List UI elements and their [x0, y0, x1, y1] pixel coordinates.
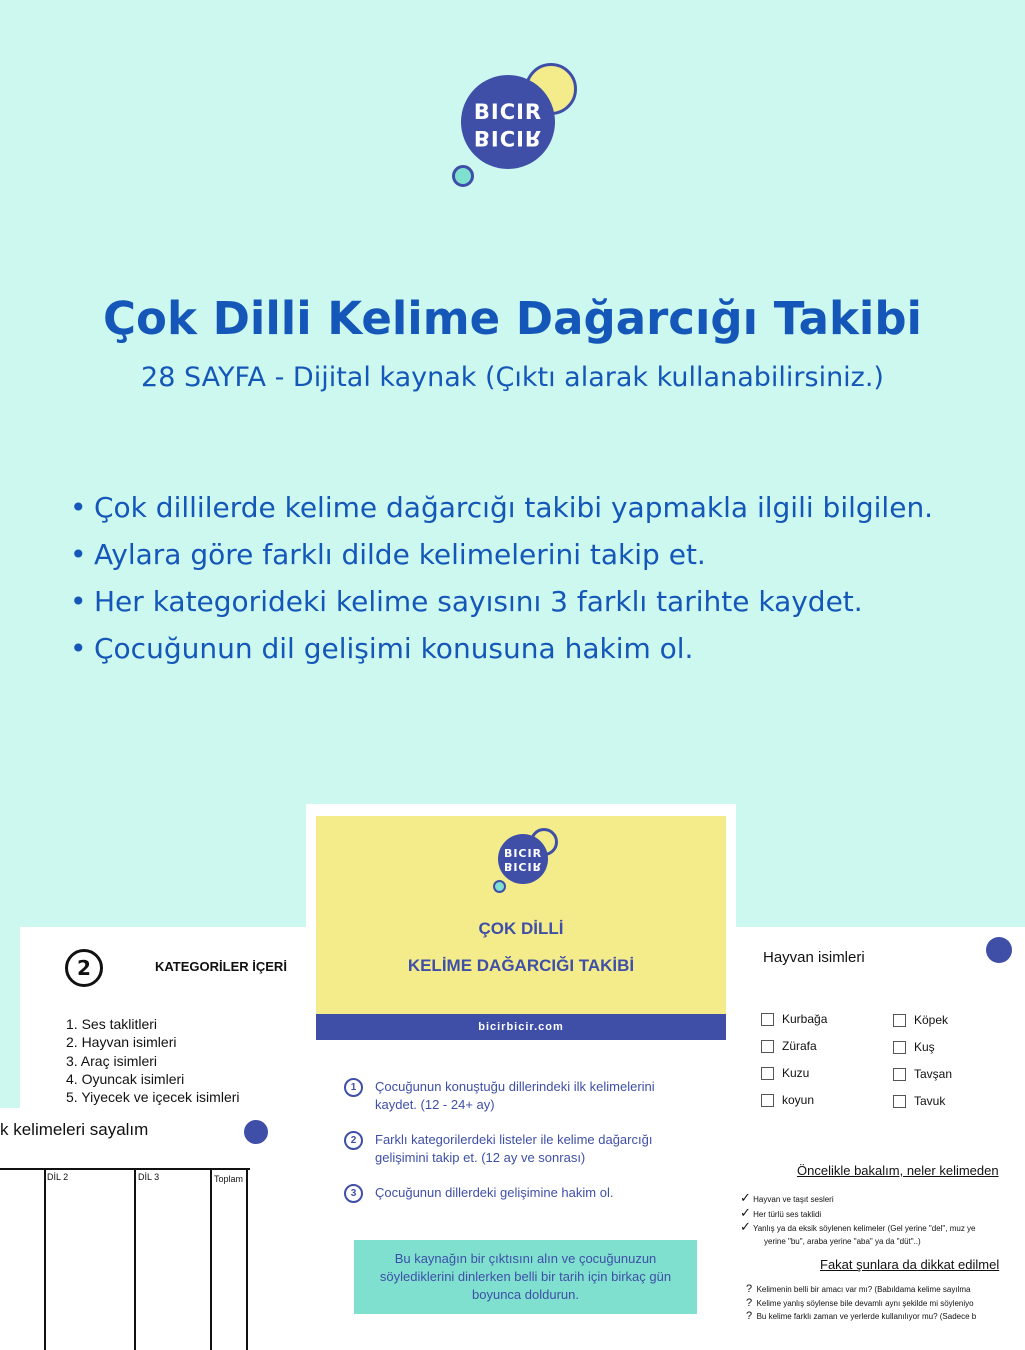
animal-names-heading: Hayvan isimleri [763, 949, 865, 966]
animal-checkbox[interactable] [761, 1066, 809, 1080]
table-cell [0, 1220, 92, 1272]
check-item: ✓ Her türlü ses taklidi [740, 1204, 822, 1220]
checkbox-label: Zürafa [782, 1039, 817, 1053]
cover-site-url: bicirbicir.com [316, 1014, 726, 1040]
logo-text-top: BICIR [473, 100, 543, 124]
table-cell [0, 1272, 78, 1324]
animal-checkbox[interactable] [893, 1040, 935, 1054]
animal-checkbox[interactable] [761, 1093, 814, 1107]
question-icon: ? [746, 1310, 753, 1322]
col-header-dil3: DİL 3 [138, 1172, 160, 1182]
mini-logo [242, 1116, 272, 1146]
check-item: ✓ Hayvan ve taşıt sesleri [740, 1190, 834, 1205]
checkbox-label: Tavşan [914, 1067, 953, 1081]
logo-text-bottom: BICIR [503, 860, 543, 873]
page-title: Çok Dilli Kelime Dağarcığı Takibi [103, 292, 922, 345]
animal-checkbox[interactable] [893, 1094, 945, 1108]
animal-checkbox[interactable] [761, 1039, 817, 1053]
cover-logo [494, 826, 564, 896]
cover-step [344, 1078, 695, 1114]
cover-note: Bu kaynağın bir çıktısını alın ve çocuğunuzun söylediklerini dinlerken belli bir tarih için birkaç gün boyunca doldurun. [354, 1240, 697, 1314]
page-subtitle: 28 SAYFA - Dijital kaynak (Çıktı alarak kullanabilirsiniz.) [141, 362, 884, 393]
question-icon: ? [746, 1283, 753, 1295]
checkbox-box[interactable] [761, 1067, 774, 1080]
question-item: ? Kelimenin belli bir amacı var mı? (Babıldama kelime sayılma [746, 1283, 971, 1295]
logo-teal-circle [452, 165, 474, 187]
checkmark-icon: ✓ [740, 1204, 751, 1220]
checkmark-icon: ✓ [740, 1190, 751, 1205]
logo-main-circle [244, 1120, 268, 1144]
table-cell [0, 1324, 38, 1350]
brand-logo [450, 60, 580, 190]
animal-checkbox[interactable] [761, 1012, 827, 1026]
checkbox-label: Kuzu [782, 1066, 810, 1080]
categories-list [66, 1015, 240, 1106]
col-header-total: Toplam [214, 1174, 244, 1184]
logo-main-circle [986, 937, 1012, 963]
feature-item: • Her kategorideki kelime sayısını 3 farklı tarihte kaydet. [70, 582, 933, 629]
check-list [740, 1192, 1025, 1248]
checkbox-label: Tavuk [914, 1094, 946, 1108]
cover-title-line1: ÇOK DİLLİ [478, 919, 564, 938]
list-item: 4. Oyuncak isimleri [66, 1070, 185, 1087]
table-grid [0, 1168, 250, 1350]
step-number-badge: 2 [65, 949, 103, 987]
checkbox-box[interactable] [761, 1013, 774, 1026]
cover-step [344, 1131, 695, 1167]
mini-logo [984, 933, 1018, 967]
checkbox-label: Kurbağa [782, 1012, 828, 1026]
step-number: 1 [344, 1078, 363, 1097]
cover-title-line2: KELİME DAĞARCIĞI TAKİBİ [407, 956, 635, 975]
cover-banner [316, 816, 726, 1040]
animal-checkbox[interactable] [893, 1013, 948, 1027]
question-list [746, 1283, 1025, 1324]
count-table-heading: k kelimeleri sayalım [0, 1120, 149, 1139]
preview-cover [308, 806, 734, 1350]
animal-checkbox[interactable] [893, 1067, 952, 1081]
check-item: ✓ Yanlış ya da eksik söylenen kelimeler (Gel yerine "del", muz ye [740, 1219, 976, 1234]
checkbox-box[interactable] [761, 1094, 774, 1107]
preview-categories [20, 927, 320, 1127]
logo-text-top: BICIR [503, 847, 543, 860]
step-text: Çocuğunun dillerdeki gelişimine hakim ol. [375, 1185, 614, 1200]
question-item: ? Bu kelime farklı zaman ve yerlerde kullanılıyor mu? (Sadece b [746, 1310, 977, 1322]
checkbox-box[interactable] [893, 1014, 906, 1027]
checkbox-box[interactable] [893, 1041, 906, 1054]
step-text: Farklı kategorilerdeki listeler ile kelime dağarcığı gelişimini takip et. (12 ay ve sonrası) [375, 1132, 653, 1165]
list-item: 3. Araç isimleri [66, 1052, 158, 1069]
feature-list [70, 488, 933, 676]
checkbox-box[interactable] [893, 1095, 906, 1108]
feature-item: • Aylara göre farklı dilde kelimelerini takip et. [70, 535, 933, 582]
list-item: 5. Yiyecek ve içecek isimleri [66, 1089, 240, 1106]
section-heading: Öncelikle bakalım, neler kelimeden [797, 1163, 999, 1178]
col-header-dil2: DİL 2 [47, 1172, 69, 1182]
categories-heading: KATEGORİLER İÇERİ [155, 959, 287, 974]
step-text: Çocuğunun konuştuğu dillerindeki ilk kelimelerini kaydet. (12 - 24+ ay) [375, 1079, 655, 1112]
feature-item: • Çok dillilerde kelime dağarcığı takibi yapmakla ilgili bilgilen. [70, 488, 933, 535]
checkbox-box[interactable] [893, 1068, 906, 1081]
check-item: yerine "bu", araba yerine "aba" ya da "düt"..) [764, 1236, 921, 1246]
checkbox-label: Köpek [914, 1013, 949, 1027]
checkbox-label: Kuş [914, 1040, 935, 1054]
preview-animal-names [726, 927, 1025, 1350]
checkbox-label: koyun [782, 1093, 815, 1107]
step-number: 3 [344, 1184, 363, 1203]
list-item: 1. Ses taklitleri [66, 1016, 158, 1032]
logo-teal-circle [493, 880, 506, 893]
section-heading: Fakat şunlara da dikkat edilmel [820, 1257, 1000, 1272]
preview-count-table [0, 1108, 320, 1350]
checkmark-icon: ✓ [740, 1219, 751, 1234]
feature-item: • Çocuğunun dil gelişimi konusuna hakim ol. [70, 629, 933, 676]
checkbox-box[interactable] [761, 1040, 774, 1053]
table-cell [0, 1168, 48, 1220]
list-item: 2. Hayvan isimleri [66, 1034, 177, 1051]
logo-text-bottom: BICIR [473, 126, 543, 150]
step-number: 2 [344, 1131, 363, 1150]
cover-step [344, 1184, 695, 1202]
question-icon: ? [746, 1296, 753, 1309]
question-item: ? Kelime yanlış söylense bile devamlı aynı şekilde mi söyleniyo [746, 1296, 974, 1309]
